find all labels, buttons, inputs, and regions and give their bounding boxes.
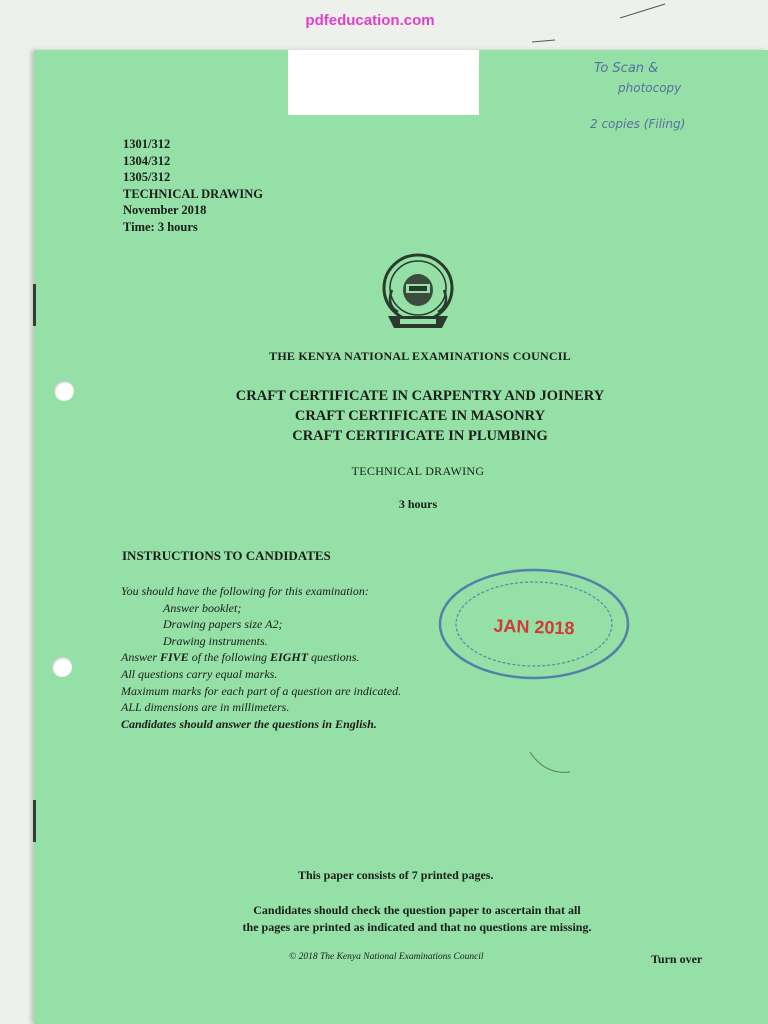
redaction-box	[288, 50, 479, 115]
duration: 3 hours	[398, 497, 438, 511]
binding-mark	[33, 800, 36, 842]
paper-code: 1301/312	[123, 137, 171, 151]
certificate-title: CRAFT CERTIFICATE IN CARPENTRY AND JOINERY	[235, 388, 605, 404]
subject-line: TECHNICAL DRAWING	[123, 186, 263, 201]
instruction-item: Drawing instruments.	[163, 633, 268, 648]
stamp-date: JAN 2018	[493, 615, 575, 639]
certificate-list	[0, 386, 768, 446]
instructions-heading: INSTRUCTIONS TO CANDIDATES	[122, 548, 331, 563]
pen-mark	[532, 40, 555, 42]
certificate-title: CRAFT CERTIFICATE IN PLUMBING	[292, 428, 548, 444]
exam-date: November 2018	[123, 203, 207, 217]
subject-title: TECHNICAL DRAWING	[351, 464, 485, 478]
copyright: © 2018 The Kenya National Examinations Council	[289, 952, 484, 962]
answer-eight: EIGHT	[270, 650, 309, 665]
instruction-line: ALL dimensions are in millimeters.	[121, 700, 290, 715]
answer-prefix: Answer	[121, 650, 160, 665]
instruction-item: Answer booklet;	[163, 600, 242, 615]
received-stamp-icon	[436, 566, 632, 682]
paper-codes	[123, 136, 263, 235]
answer-instruction	[121, 649, 401, 666]
instructions-intro: You should have the following for this examination:	[121, 584, 369, 598]
instruction-line: Maximum marks for each part of a question are indicated.	[121, 683, 402, 698]
check-note	[0, 902, 768, 936]
instruction-line: All questions carry equal marks.	[121, 666, 278, 681]
punch-hole-bottom	[52, 657, 72, 677]
instruction-item: Drawing papers size A2;	[163, 617, 283, 632]
council-name: THE KENYA NATIONAL EXAMINATIONS COUNCIL	[269, 349, 571, 363]
exam-time: Time: 3 hours	[123, 219, 198, 234]
certificate-title: CRAFT CERTIFICATE IN MASONRY	[294, 408, 546, 424]
watermark-url: pdfeducation.com	[305, 12, 435, 29]
answer-middle: of the following	[188, 650, 271, 665]
handwritten-line: photocopy	[618, 81, 682, 95]
turn-over: Turn over	[651, 952, 703, 966]
answer-suffix: questions.	[308, 650, 360, 665]
handwritten-note	[580, 54, 750, 144]
check-note-line: Candidates should check the question paper to ascertain that all	[253, 903, 581, 917]
pages-note: This paper consists of 7 printed pages.	[298, 868, 494, 882]
english-instruction: Candidates should answer the questions in English.	[121, 716, 377, 731]
binding-mark	[33, 284, 36, 326]
answer-five: FIVE	[160, 650, 189, 665]
check-note-line: the pages are printed as indicated and that no questions are missing.	[242, 920, 592, 934]
instructions-list	[121, 583, 401, 732]
knec-crest-icon	[378, 250, 458, 336]
handwritten-line: To Scan &	[594, 61, 659, 76]
handwritten-line: 2 copies (Filing)	[590, 117, 686, 131]
paper-code: 1304/312	[123, 153, 171, 168]
paper-code: 1305/312	[123, 170, 171, 184]
